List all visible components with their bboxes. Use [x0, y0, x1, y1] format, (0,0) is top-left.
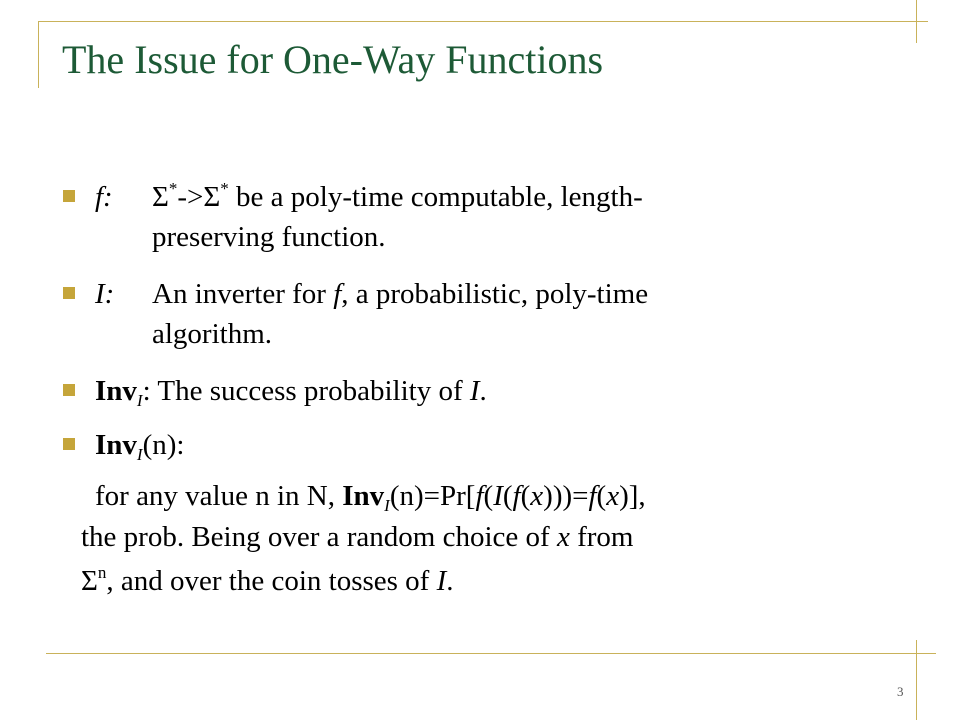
bullet-i-line-2: algorithm. — [152, 318, 273, 350]
top-rule — [38, 21, 928, 22]
left-rule — [38, 21, 39, 88]
bullet-marker — [63, 384, 75, 396]
bullet-f-label: f: — [95, 181, 113, 213]
definition-line-1: for any value n in N, Inv$_I$(n)=Pr[f(I(f(x)))=f(x)], — [95, 480, 646, 515]
definition-line-2: the prob. Being over a random choice of x from — [81, 521, 634, 553]
right-rule — [916, 0, 917, 43]
bullet-i-line-1: I: An inverter for f, a probabilistic, poly-time — [95, 278, 649, 310]
definition-line-3: $\Sigma^n$, and over the coin tosses of I. — [81, 563, 454, 597]
bullet-f-line-1: f: Σ*->Σ* be a poly-time computable, length- — [95, 179, 643, 213]
bullet-marker — [63, 287, 75, 299]
slide-title: The Issue for One-Way Functions — [62, 37, 604, 82]
page-number: 3 — [897, 684, 904, 699]
bullet-i-label: I: — [95, 278, 115, 310]
bullet-inv-n: Inv$_I$(n): — [95, 429, 185, 464]
bullet-marker — [63, 190, 75, 202]
right-bottom-rule — [916, 640, 917, 720]
bullet-f-line-2: preserving function. — [152, 221, 386, 253]
bullet-marker — [63, 438, 75, 450]
bullet-inv-success: Inv$_I$: The success probability of I. — [95, 375, 487, 410]
bottom-rule — [46, 653, 936, 654]
